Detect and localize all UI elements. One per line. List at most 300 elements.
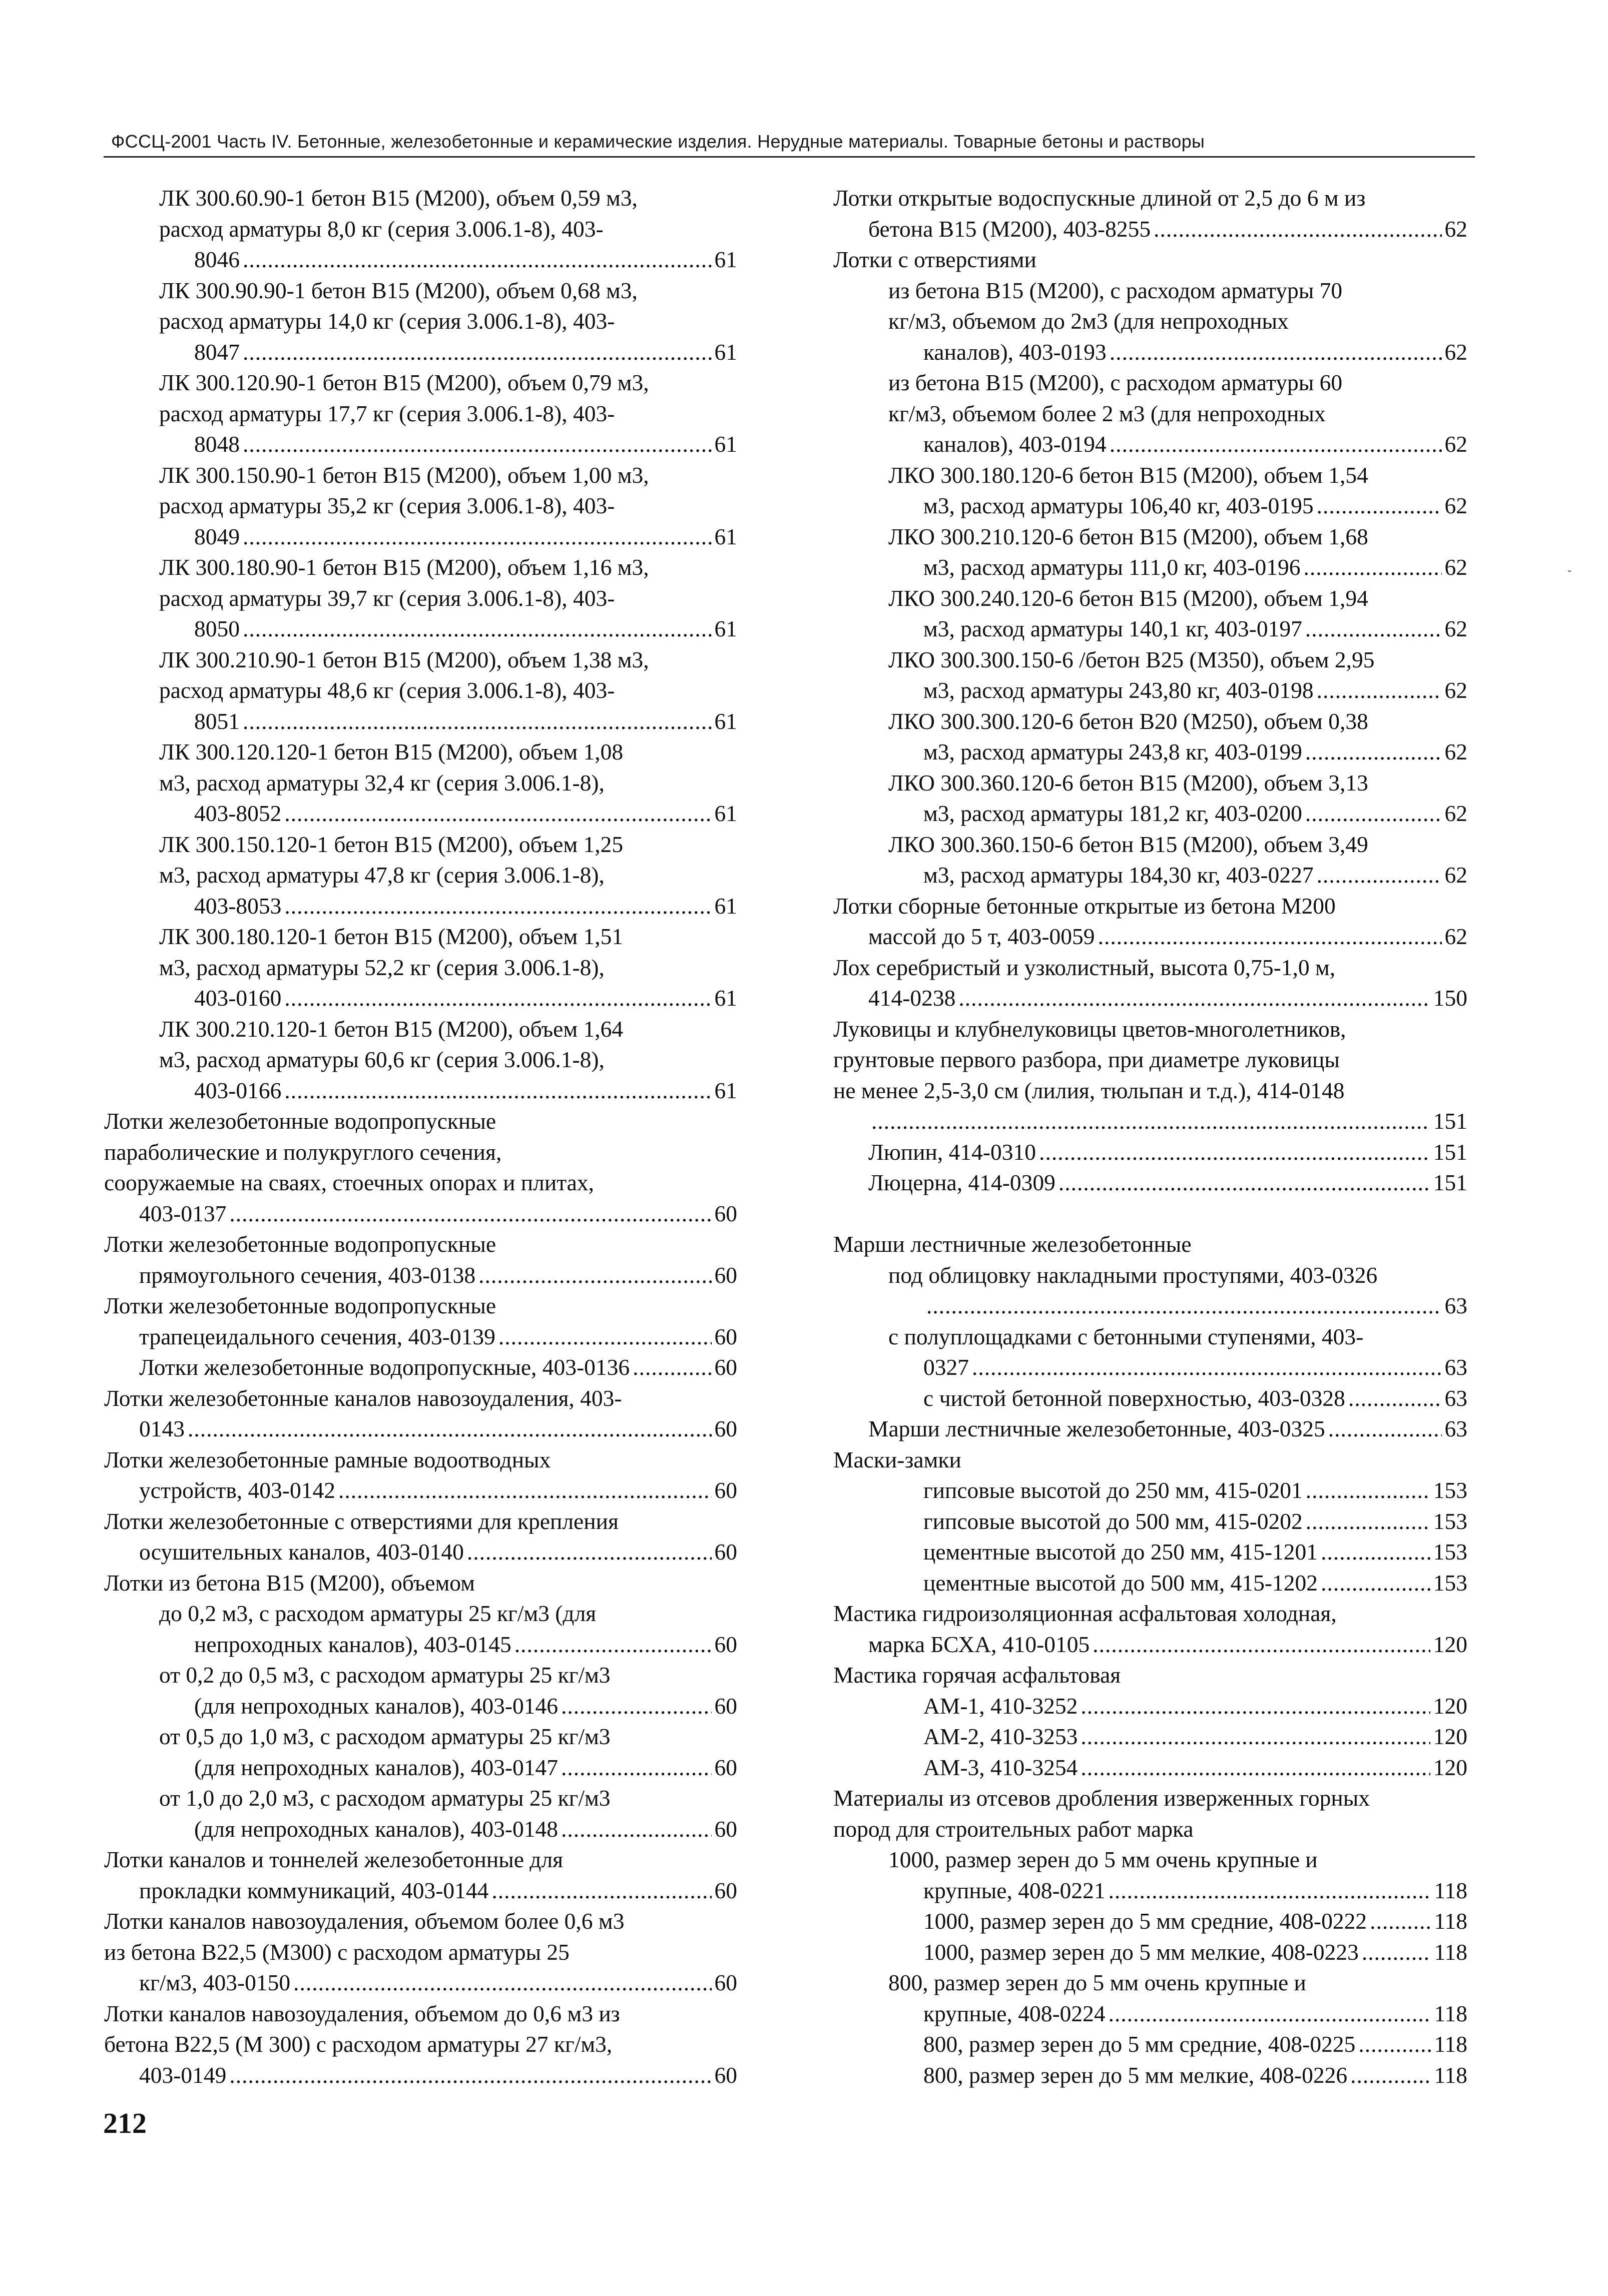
entry-text-line: кг/м3, объемом до 2м3 (для непроходных (888, 308, 1289, 334)
index-entry (833, 1721, 1467, 1752)
entry-leader-line (868, 983, 1467, 1014)
index-entry (833, 1321, 1467, 1383)
dot-leader (561, 1752, 711, 1783)
entry-text-line: параболические и полукруглого сечения, (104, 1139, 502, 1165)
dot-leader (1362, 1937, 1431, 1968)
dot-leader (871, 1106, 1430, 1137)
index-entry (104, 1506, 737, 1568)
index-entry (104, 1660, 737, 1721)
index-entry (104, 1290, 737, 1352)
dot-leader (243, 337, 712, 368)
page-reference: 60 (714, 2062, 737, 2088)
entry-text-line: трапецеидального сечения, 403-0139 (139, 1323, 495, 1349)
entry-text-line: гипсовые высотой до 500 мм, 415-0202 (923, 1508, 1303, 1534)
entry-leader-line (923, 1537, 1467, 1568)
entry-text-line: (для непроходных каналов), 403-0147 (194, 1754, 559, 1780)
entry-text-line: Материалы из отсевов дробления изверженных горных (833, 1785, 1370, 1811)
entry-text-line: м3, расход арматуры 106,40 кг, 403-0195 (923, 493, 1314, 518)
entry-text-line: крупные, 408-0224 (923, 2000, 1106, 2026)
index-entry (104, 921, 737, 1014)
index-entry (833, 2029, 1467, 2060)
index-entry (833, 1413, 1467, 1444)
index-entry (104, 1229, 737, 1290)
entry-leader-line (194, 706, 737, 737)
dot-leader (1081, 1721, 1430, 1752)
entry-leader-line (194, 891, 737, 922)
entry-leader-line (139, 1352, 737, 1383)
entry-text-line: ЛКО 300.210.120-6 бетон В15 (М200), объем 1,68 (888, 523, 1368, 549)
page-reference: 120 (1433, 1754, 1467, 1780)
entry-leader-line (194, 1814, 737, 1845)
entry-leader-line (923, 2060, 1467, 2091)
entry-text-line: ЛКО 300.300.120-6 бетон В20 (М250), объем 0,38 (888, 708, 1368, 734)
dot-leader (243, 429, 712, 460)
entry-leader-line (194, 613, 737, 644)
page-reference: 62 (1444, 493, 1467, 518)
entry-text-line: м3, расход арматуры 32,4 кг (серия 3.006.1-8), (159, 770, 605, 796)
entry-text-line: расход арматуры 39,7 кг (серия 3.006.1-8), 403- (159, 585, 615, 611)
index-entry (833, 521, 1467, 583)
page-reference: 60 (714, 1970, 737, 1995)
index-entry (104, 1352, 737, 1383)
entry-leader-line (923, 1568, 1467, 1599)
entry-leader-line (139, 1875, 737, 1906)
dot-leader (1328, 1413, 1442, 1444)
dot-leader (561, 1691, 711, 1722)
entry-text-line: из бетона В15 (М200), с расходом арматуры 60 (888, 370, 1343, 395)
entry-text-line: АМ-1, 410-3252 (923, 1693, 1078, 1719)
page-reference: 61 (714, 247, 737, 272)
entry-text-line: от 0,5 до 1,0 м3, с расходом арматуры 25 кг/м3 (159, 1724, 611, 1749)
entry-leader-line (923, 1937, 1467, 1968)
page-reference: 60 (714, 1200, 737, 1226)
entry-text-line: прокладки коммуникаций, 403-0144 (139, 1877, 489, 1903)
dot-leader (498, 1321, 712, 1352)
dot-leader (1305, 798, 1442, 829)
entry-text-line: (для непроходных каналов), 403-0146 (194, 1693, 559, 1719)
entry-leader-line (194, 798, 737, 829)
entry-text-line: марка БСХА, 410-0105 (868, 1631, 1090, 1657)
index-entry (833, 1906, 1467, 1937)
page-reference: 62 (1444, 339, 1467, 365)
entry-text-line: 403-0149 (139, 2062, 227, 2088)
index-entry (833, 1660, 1467, 1691)
entry-leader-line (868, 214, 1467, 245)
entry-text-line: 8046 (194, 247, 240, 272)
index-entry (833, 1537, 1467, 1568)
entry-text-line: м3, расход арматуры 111,0 кг, 403-0196 (923, 554, 1301, 580)
index-entry (104, 367, 737, 460)
entry-text-line: с полуплощадками с бетонными ступенями, 403- (888, 1323, 1364, 1349)
entry-text-line: каналов), 403-0193 (923, 339, 1107, 365)
entry-text-line: 1000, размер зерен до 5 мм очень крупные и (888, 1847, 1318, 1872)
entry-text-line: м3, расход арматуры 243,8 кг, 403-0199 (923, 739, 1302, 764)
index-entry (833, 952, 1467, 1014)
entry-text-line: расход арматуры 17,7 кг (серия 3.006.1-8), 403- (159, 400, 615, 426)
entry-text-line: Лотки каналов навозоудаления, объемом более 0,6 м3 (104, 1908, 625, 1934)
entry-leader-line (868, 1137, 1467, 1168)
index-column-right (833, 183, 1467, 2090)
index-entry (104, 1383, 737, 1444)
entry-text-line: м3, расход арматуры 47,8 кг (серия 3.006.1-8), (159, 862, 605, 888)
index-entry (833, 1568, 1467, 1599)
index-entry (833, 768, 1467, 829)
entry-text-line: Лотки каналов и тоннелей железобетонные для (104, 1847, 564, 1872)
entry-text-line: от 1,0 до 2,0 м3, с расходом арматуры 25 кг/м3 (159, 1785, 611, 1811)
entry-text-line: Лотки железобетонные рамные водоотводных (104, 1446, 551, 1472)
entry-text-line: ЛК 300.180.120-1 бетон В15 (М200), объем 1,51 (159, 924, 624, 949)
dot-leader (958, 983, 1430, 1014)
entry-leader-line (923, 798, 1467, 829)
page-reference: 118 (1434, 2062, 1467, 2088)
entry-text-line: 403-0160 (194, 985, 282, 1011)
entry-leader-line (923, 1721, 1467, 1752)
index-entry (833, 1475, 1467, 1506)
page-reference: 151 (1433, 1170, 1467, 1195)
index-column-left (104, 183, 737, 2090)
dot-leader (243, 706, 712, 737)
entry-text-line: м3, расход арматуры 140,1 кг, 403-0197 (923, 616, 1302, 641)
entry-text-line: Лотки железобетонные с отверстиями для крепления (104, 1508, 619, 1534)
index-entry (833, 460, 1467, 521)
entry-leader-line (923, 429, 1467, 460)
index-entry (104, 275, 737, 368)
entry-text-line: 8050 (194, 616, 240, 641)
page-reference: 60 (714, 1416, 737, 1441)
page-reference: 61 (714, 985, 737, 1011)
page-reference: 151 (1433, 1139, 1467, 1165)
index-entry (833, 1691, 1467, 1722)
index-entry (104, 1444, 737, 1506)
dot-leader (1098, 921, 1442, 952)
index-entry (833, 1260, 1467, 1321)
index-entry (833, 1783, 1467, 1844)
dot-leader (1110, 337, 1442, 368)
entry-text-line: м3, расход арматуры 243,80 кг, 403-0198 (923, 677, 1314, 703)
entry-text-line: бетона В22,5 (М 300) с расходом арматуры 27 кг/м3, (104, 2031, 613, 2057)
entry-text-line: из бетона В15 (М200), с расходом арматуры 70 (888, 277, 1343, 303)
dot-leader (1081, 1752, 1430, 1783)
dot-leader (1317, 675, 1442, 706)
entry-text-line: пород для строительных работ марка (833, 1816, 1194, 1842)
page-reference: 61 (714, 616, 737, 641)
index-entry (104, 1014, 737, 1106)
page-reference: 63 (1444, 1293, 1467, 1318)
index-entry (833, 1598, 1467, 1660)
dot-leader (1058, 1167, 1430, 1198)
index-entry (833, 244, 1467, 275)
dot-leader (1306, 1506, 1430, 1537)
index-entry (104, 1844, 737, 1906)
dot-leader (514, 1629, 712, 1660)
dot-leader (338, 1475, 712, 1506)
index-entry (104, 183, 737, 275)
page-reference: 118 (1434, 1908, 1467, 1934)
entry-text-line: (для непроходных каналов), 403-0148 (194, 1816, 559, 1842)
page-reference: 153 (1433, 1539, 1467, 1565)
entry-text-line: крупные, 408-0221 (923, 1877, 1106, 1903)
dot-leader (926, 1290, 1442, 1321)
entry-text-line: непроходных каналов), 403-0145 (194, 1631, 511, 1657)
entry-leader-line (923, 1352, 1467, 1383)
dot-leader (1303, 552, 1441, 583)
entry-text-line: 403-0137 (139, 1200, 227, 1226)
entry-text-line: цементные высотой до 500 мм, 415-1202 (923, 1570, 1318, 1596)
entry-text-line: 8049 (194, 523, 240, 549)
index-entry (833, 1014, 1467, 1137)
entry-text-line: Лотки железобетонные каналов навозоудаления, 403- (104, 1385, 622, 1411)
entry-text-line: каналов), 403-0194 (923, 431, 1107, 457)
entry-text-line: ЛК 300.90.90-1 бетон В15 (М200), объем 0,68 м3, (159, 277, 638, 303)
dot-leader (1039, 1137, 1430, 1168)
entry-text-line: ЛК 300.120.120-1 бетон В15 (М200), объем 1,08 (159, 739, 624, 764)
page-reference: 60 (714, 1816, 737, 1842)
index-entry (104, 1106, 737, 1229)
dot-leader (284, 891, 711, 922)
dot-leader (1306, 1475, 1430, 1506)
entry-leader-line (868, 1413, 1467, 1444)
entry-text-line: Лотки из бетона В15 (М200), объемом (104, 1570, 475, 1596)
entry-text-line: ЛКО 300.360.150-6 бетон В15 (М200), объем 3,49 (888, 831, 1368, 857)
entry-leader-line (194, 1629, 737, 1660)
dot-leader (1109, 1875, 1431, 1906)
entry-leader-line (923, 1290, 1467, 1321)
entry-leader-line (868, 1167, 1467, 1198)
dot-leader (1154, 214, 1441, 245)
index-entry (104, 552, 737, 644)
entry-text-line: расход арматуры 14,0 кг (серия 3.006.1-8), 403- (159, 308, 615, 334)
entry-text-line: 800, размер зерен до 5 мм средние, 408-0225 (923, 2031, 1356, 2057)
index-entry (833, 829, 1467, 891)
page-reference: 60 (714, 1631, 737, 1657)
dot-leader (284, 1075, 711, 1106)
page-reference: 62 (1444, 739, 1467, 764)
entry-text-line: Лотки железобетонные водопропускные (104, 1108, 496, 1134)
entry-text-line: ЛК 300.180.90-1 бетон В15 (М200), объем 1,16 м3, (159, 554, 649, 580)
entry-text-line: Лотки с отверстиями (833, 247, 1036, 272)
entry-text-line: ЛК 300.150.120-1 бетон В15 (М200), объем 1,25 (159, 831, 624, 857)
dot-leader (1348, 1383, 1442, 1414)
index-entry (833, 1444, 1467, 1475)
dot-leader (633, 1352, 711, 1383)
index-entry (104, 736, 737, 829)
page-reference: 61 (714, 1077, 737, 1103)
entry-leader-line (923, 1998, 1467, 2029)
page-reference: 61 (714, 801, 737, 826)
page-reference: 60 (714, 1262, 737, 1288)
entry-text-line: прямоугольного сечения, 403-0138 (139, 1262, 476, 1288)
entry-text-line: осушительных каналов, 403-0140 (139, 1539, 464, 1565)
entry-leader-line (139, 1321, 737, 1352)
entry-text-line: Лох серебристый и узколистный, высота 0,75-1,0 м, (833, 954, 1336, 980)
entry-leader-line (923, 1383, 1467, 1414)
dot-leader (243, 244, 712, 275)
entry-text-line: 8048 (194, 431, 240, 457)
index-entry (833, 275, 1467, 368)
entry-text-line: массой до 5 т, 403-0059 (868, 924, 1095, 949)
page-reference: 62 (1444, 616, 1467, 641)
page-reference: 153 (1433, 1570, 1467, 1596)
entry-leader-line (139, 2060, 737, 2091)
entry-text-line: от 0,2 до 0,5 м3, с расходом арматуры 25 кг/м3 (159, 1662, 611, 1688)
entry-leader-line (139, 1537, 737, 1568)
dot-leader (1109, 1998, 1431, 2029)
dot-leader (1110, 429, 1442, 460)
page-reference: 118 (1434, 1877, 1467, 1903)
entry-text-line: ЛК 300.210.90-1 бетон В15 (М200), объем 1,38 м3, (159, 646, 649, 672)
page-reference: 62 (1444, 924, 1467, 949)
page-reference: 118 (1434, 2031, 1467, 2057)
entry-text-line: гипсовые высотой до 250 мм, 415-0201 (923, 1477, 1303, 1503)
entry-text-line: расход арматуры 8,0 кг (серия 3.006.1-8), 403- (159, 216, 604, 242)
scan-mark (1568, 570, 1571, 572)
entry-leader-line (868, 1629, 1467, 1660)
entry-leader-line (139, 1413, 737, 1444)
page-reference: 60 (714, 1877, 737, 1903)
index-entry (833, 644, 1467, 706)
entry-text-line: Мастика горячая асфальтовая (833, 1662, 1121, 1688)
entry-leader-line (923, 860, 1467, 891)
entry-text-line: Лотки каналов навозоудаления, объемом до 0,6 м3 из (104, 2000, 620, 2026)
entry-text-line: Лотки железобетонные водопропускные (104, 1293, 496, 1318)
dot-leader (1321, 1568, 1430, 1599)
page-reference: 60 (714, 1354, 737, 1380)
entry-leader-line (923, 337, 1467, 368)
entry-text-line: м3, расход арматуры 60,6 кг (серия 3.006.1-8), (159, 1047, 605, 1072)
entry-text-line: 1000, размер зерен до 5 мм средние, 408-0222 (923, 1908, 1367, 1934)
entry-text-line: 0327 (923, 1354, 969, 1380)
entry-text-line: 414-0238 (868, 985, 956, 1011)
index-entry (104, 1568, 737, 1599)
index-entry (833, 1167, 1467, 1198)
entry-text-line: м3, расход арматуры 181,2 кг, 403-0200 (923, 801, 1302, 826)
index-entry (833, 583, 1467, 644)
entry-leader-line (194, 1752, 737, 1783)
page-reference: 120 (1433, 1631, 1467, 1657)
entry-leader-line (923, 1506, 1467, 1537)
entry-text-line: Лотки железобетонные водопропускные, 403-0136 (139, 1354, 630, 1380)
entry-text-line: Марши лестничные железобетонные, 403-0325 (868, 1416, 1325, 1441)
page-reference: 120 (1433, 1693, 1467, 1719)
entry-leader-line (923, 490, 1467, 521)
page-reference: 60 (714, 1477, 737, 1503)
page-reference: 62 (1444, 431, 1467, 457)
entry-text-line: ЛКО 300.240.120-6 бетон В15 (М200), объем 1,94 (888, 585, 1368, 611)
index-entry (833, 891, 1467, 952)
page-reference: 62 (1444, 862, 1467, 888)
index-entry (833, 2060, 1467, 2091)
dot-leader (1305, 613, 1442, 644)
entry-text-line: 8047 (194, 339, 240, 365)
entry-text-line: 1000, размер зерен до 5 мм мелкие, 408-0223 (923, 1939, 1359, 1965)
index-entry (104, 1783, 737, 1844)
entry-text-line: Люцерна, 414-0309 (868, 1170, 1055, 1195)
page-reference: 61 (714, 893, 737, 919)
entry-text-line: 403-8052 (194, 801, 282, 826)
entry-text-line: 800, размер зерен до 5 мм мелкие, 408-0226 (923, 2062, 1348, 2088)
entry-text-line: ЛК 300.120.90-1 бетон В15 (М200), объем 0,79 м3, (159, 370, 649, 395)
entry-text-line: м3, расход арматуры 184,30 кг, 403-0227 (923, 862, 1314, 888)
entry-text-line: ЛК 300.60.90-1 бетон В15 (М200), объем 0,59 м3, (159, 185, 638, 211)
entry-leader-line (923, 1906, 1467, 1937)
entry-leader-line (923, 613, 1467, 644)
dot-leader (1081, 1691, 1430, 1722)
entry-text-line: ЛКО 300.300.150-6 /бетон В25 (М350), объем 2,95 (888, 646, 1375, 672)
entry-text-line: не менее 2,5-3,0 см (лилия, тюльпан и т.д.), 414-0148 (833, 1077, 1345, 1103)
page-reference: 60 (714, 1754, 737, 1780)
entry-leader-line (139, 1260, 737, 1291)
dot-leader (1317, 860, 1442, 891)
index-entry (104, 1906, 737, 1998)
index-entry (833, 1506, 1467, 1537)
page-reference: 62 (1444, 554, 1467, 580)
dot-leader (243, 521, 712, 552)
page-reference: 62 (1444, 677, 1467, 703)
entry-text-line: из бетона В22,5 (М300) с расходом арматуры 25 (104, 1939, 570, 1965)
entry-text-line: Лотки железобетонные водопропускные (104, 1231, 496, 1257)
entry-leader-line (194, 1075, 737, 1106)
entry-leader-line (868, 921, 1467, 952)
running-header: ФССЦ-2001 Часть IV. Бетонные, железобетонные и керамические изделия. Нерудные материалы. Товарные бетоны и растворы (111, 131, 1205, 152)
index-entry (833, 1752, 1467, 1783)
entry-text-line: до 0,2 м3, с расходом арматуры 25 кг/м3 (для (159, 1601, 597, 1626)
entry-leader-line (923, 1752, 1467, 1783)
entry-leader-line (194, 244, 737, 275)
entry-text-line: под облицовку накладными проступями, 403-0326 (888, 1262, 1378, 1288)
entry-text-line: сооружаемые на сваях, стоечных опорах и плитах, (104, 1170, 594, 1195)
entry-leader-line (923, 552, 1467, 583)
index-entry (833, 1967, 1467, 2029)
index-entry (104, 829, 737, 922)
dot-leader (491, 1875, 711, 1906)
dot-leader (284, 983, 711, 1014)
entry-leader-line (194, 429, 737, 460)
entry-text-line: ЛКО 300.360.120-6 бетон В15 (М200), объем 3,13 (888, 770, 1368, 796)
entry-text-line: кг/м3, 403-0150 (139, 1970, 291, 1995)
entry-leader-line (139, 1967, 737, 1998)
entry-text-line: АМ-2, 410-3253 (923, 1724, 1078, 1749)
page-reference: 153 (1433, 1508, 1467, 1534)
entry-text-line: ЛК 300.150.90-1 бетон В15 (М200), объем 1,00 м3, (159, 462, 649, 488)
index-entry (833, 1137, 1467, 1168)
entry-leader-line (194, 1691, 737, 1722)
entry-leader-line (194, 337, 737, 368)
dot-leader (188, 1413, 712, 1444)
dot-leader (1350, 2060, 1431, 2091)
dot-leader (478, 1260, 711, 1291)
page-reference: 63 (1444, 1416, 1467, 1441)
entry-text-line: кг/м3, объемом более 2 м3 (для непроходных (888, 400, 1326, 426)
entry-leader-line (139, 1475, 737, 1506)
page-reference: 120 (1433, 1724, 1467, 1749)
page-reference: 62 (1444, 216, 1467, 242)
entry-leader-line (923, 1475, 1467, 1506)
dot-leader (467, 1537, 712, 1568)
header-rule (104, 156, 1475, 158)
entry-text-line: расход арматуры 35,2 кг (серия 3.006.1-8), 403- (159, 493, 615, 518)
index-entry (104, 1598, 737, 1660)
entry-text-line: расход арматуры 48,6 кг (серия 3.006.1-8), 403- (159, 677, 615, 703)
entry-text-line: 8051 (194, 708, 240, 734)
entry-text-line: ЛКО 300.180.120-6 бетон В15 (М200), объем 1,54 (888, 462, 1368, 488)
page-reference: 150 (1433, 985, 1467, 1011)
dot-leader (1321, 1537, 1430, 1568)
index-entry (104, 1721, 737, 1783)
entry-text-line: бетона В15 (М200), 403-8255 (868, 216, 1151, 242)
page-reference: 61 (714, 339, 737, 365)
entry-text-line: Луковицы и клубнелуковицы цветов-многолетников, (833, 1016, 1346, 1042)
page-reference: 61 (714, 708, 737, 734)
